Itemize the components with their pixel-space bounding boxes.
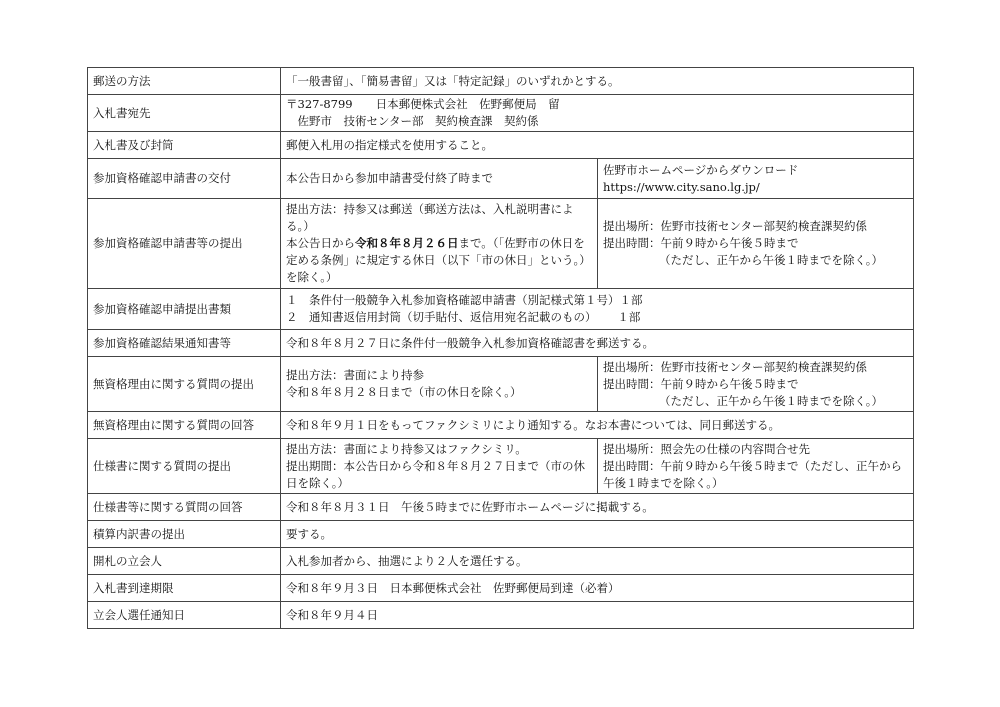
spec-question-place: 提出場所：照会先の仕様の内容問合せ先: [603, 441, 810, 456]
label-spec-answer: 仕様書等に関する質問の回答: [88, 494, 281, 521]
label-witness: 開札の立会人: [88, 548, 281, 575]
app-submit-deadline-pre: 本公告日から: [286, 236, 355, 250]
label-estimate: 積算内訳書の提出: [88, 521, 281, 548]
value-app-delivery-period: 本公告日から参加申請書受付終了時まで: [281, 159, 598, 199]
spec-question-time: 提出時間：午前９時から午後５時まで（ただし、正午から午後１時までを除く。）: [603, 458, 902, 490]
value-estimate: 要する。: [281, 521, 914, 548]
label-disq-answer: 無資格理由に関する質問の回答: [88, 412, 281, 439]
value-disq-answer: 令和８年９月１日をもってファクシミリにより通知する。なお本書については、同日郵送する。: [281, 412, 914, 439]
row-witness-notice: [88, 602, 914, 629]
row-app-delivery: [88, 159, 914, 199]
app-docs-item-2: ２ 通知書返信用封筒（切手貼付、返信用宛名記載のもの） １部: [286, 310, 641, 324]
value-disq-question-method: [281, 357, 598, 412]
row-mail-method: [88, 68, 914, 95]
row-disq-question: [88, 357, 914, 412]
value-spec-answer: 令和８年８月３１日 午後５時までに佐野市ホームページに掲載する。: [281, 494, 914, 521]
app-submit-method: 提出方法：持参又は郵送（郵送方法は、入札説明書による。）: [286, 202, 574, 233]
value-result-notice: 令和８年８月２７日に条件付一般競争入札参加資格確認書を郵送する。: [281, 330, 914, 357]
disq-question-time-note: （ただし、正午から午後１時までを除く。）: [659, 393, 884, 408]
row-spec-answer: [88, 494, 914, 521]
label-arrival: 入札書到達期限: [88, 575, 281, 602]
label-disq-question: 無資格理由に関する質問の提出: [88, 357, 281, 412]
row-estimate: [88, 521, 914, 548]
row-disq-answer: [88, 412, 914, 439]
app-submit-time-note: （ただし、正午から午後１時までを除く。）: [659, 253, 884, 267]
value-arrival: 令和８年９月３日 日本郵便株式会社 佐野郵便局到達（必着）: [281, 575, 914, 602]
value-app-submit-place: [598, 199, 914, 289]
app-submit-time: 提出時間：午前９時から午後５時まで: [603, 236, 799, 250]
value-envelope: 郵便入札用の指定様式を使用すること。: [281, 132, 914, 159]
row-witness: [88, 548, 914, 575]
value-app-delivery-site: [598, 159, 914, 199]
app-submit-deadline-post: まで。（「佐野市の休日を定める条例」に規定する休日（以下「市の休日」という。）を除く。）: [286, 236, 591, 284]
bid-address-line1: 〒327-8799 日本郵便株式会社 佐野郵便局 留: [286, 97, 560, 111]
bid-info-table: [87, 67, 914, 629]
label-witness-notice: 立会人選任通知日: [88, 602, 281, 629]
app-submit-deadline-date: 令和８年８月２６日: [355, 236, 459, 250]
disq-question-time: 提出時間：午前９時から午後５時まで: [603, 376, 799, 391]
label-result-notice: 参加資格確認結果通知書等: [88, 330, 281, 357]
label-spec-question: 仕様書に関する質問の提出: [88, 439, 281, 494]
label-app-delivery: 参加資格確認申請書の交付: [88, 159, 281, 199]
spec-question-method: 提出方法：書面により持参又はファクシミリ。: [286, 441, 527, 456]
label-mail-method: 郵送の方法: [88, 68, 281, 95]
row-envelope: [88, 132, 914, 159]
value-bid-address: [281, 95, 914, 132]
row-app-submit: [88, 199, 914, 289]
value-witness: 入札参加者から、抽選により２人を選任する。: [281, 548, 914, 575]
disq-question-deadline: 令和８年８月２８日まで（市の休日を除く。）: [286, 385, 522, 399]
disq-question-method: 提出方法：書面により持参: [286, 368, 424, 382]
label-app-submit: 参加資格確認申請書等の提出: [88, 199, 281, 289]
value-disq-question-place: [598, 357, 914, 412]
label-envelope: 入札書及び封筒: [88, 132, 281, 159]
disq-question-place: 提出場所：佐野市技術センター部契約検査課契約係: [603, 359, 868, 374]
value-spec-question-place: [598, 439, 914, 494]
value-app-submit-method: [281, 199, 598, 289]
app-submit-deadline: [286, 235, 592, 286]
app-delivery-site-text: 佐野市ホームページからダウンロード: [603, 162, 799, 177]
city-website-link[interactable]: https://www.city.sano.lg.jp/: [603, 179, 760, 194]
label-app-docs: 参加資格確認申請提出書類: [88, 289, 281, 330]
value-mail-method: 「一般書留」、「簡易書留」又は「特定記録」のいずれかとする。: [281, 68, 914, 95]
row-spec-question: [88, 439, 914, 494]
bid-address-line2: 佐野市 技術センター部 契約検査課 契約係: [286, 114, 539, 128]
row-result-notice: [88, 330, 914, 357]
spec-question-period: 提出期間：本公告日から令和８年８月２７日まで（市の休日を除く。）: [286, 458, 585, 490]
value-spec-question-method: [281, 439, 598, 494]
app-docs-item-1: １ 条件付一般競争入札参加資格確認申請書（別記様式第１号）１部: [286, 293, 643, 307]
label-bid-address: 入札書宛先: [88, 95, 281, 132]
row-arrival: [88, 575, 914, 602]
row-bid-address: [88, 95, 914, 132]
row-app-docs: [88, 289, 914, 330]
value-app-docs: [281, 289, 914, 330]
app-submit-place: 提出場所：佐野市技術センター部契約検査課契約係: [603, 219, 868, 233]
value-witness-notice: 令和８年９月４日: [281, 602, 914, 629]
